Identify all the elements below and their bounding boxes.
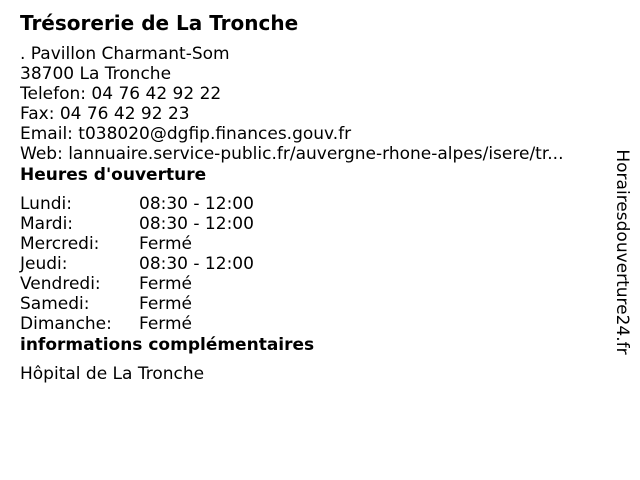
extra-info-heading: informations complémentaires xyxy=(20,335,315,355)
contact-block xyxy=(20,44,600,164)
hours-day: Lundi: xyxy=(20,194,72,214)
hours-row xyxy=(20,214,600,234)
phone-line: Telefon: 04 76 42 92 22 xyxy=(20,84,222,104)
extra-info-text: Hôpital de La Tronche xyxy=(20,364,205,384)
web-line xyxy=(20,144,595,164)
hours-row xyxy=(20,234,600,254)
hours-table xyxy=(20,194,600,334)
email-label: Email: xyxy=(20,124,79,144)
web-link[interactable]: lannuaire.service-public.fr/auvergne-rhone-alpes/isere/tr... xyxy=(68,144,564,164)
hours-time: Fermé xyxy=(139,274,193,294)
hours-row xyxy=(20,194,600,214)
hours-row xyxy=(20,274,600,294)
hours-time: Fermé xyxy=(139,314,193,334)
listing-card xyxy=(20,10,600,384)
fax-line: Fax: 04 76 42 92 23 xyxy=(20,104,190,124)
hours-row xyxy=(20,314,600,334)
hours-day: Vendredi: xyxy=(20,274,101,294)
hours-time: 08:30 - 12:00 xyxy=(139,254,254,274)
hours-day: Samedi: xyxy=(20,294,90,314)
hours-heading: Heures d'ouverture xyxy=(20,165,207,185)
hours-time: 08:30 - 12:00 xyxy=(139,194,254,214)
hours-day: Mercredi: xyxy=(20,234,100,254)
hours-row xyxy=(20,254,600,274)
hours-time: Fermé xyxy=(139,234,193,254)
hours-time: Fermé xyxy=(139,294,193,314)
email-link[interactable]: t038020@dgfip.finances.gouv.fr xyxy=(78,124,352,144)
email-line xyxy=(20,124,595,144)
hours-day: Dimanche: xyxy=(20,314,112,334)
hours-row xyxy=(20,294,600,314)
site-watermark: Horairesdouverture24.fr xyxy=(612,149,632,355)
hours-day: Jeudi: xyxy=(20,254,68,274)
address-city: 38700 La Tronche xyxy=(20,64,172,84)
hours-time: 08:30 - 12:00 xyxy=(139,214,254,234)
hours-day: Mardi: xyxy=(20,214,74,234)
page-title: Trésorerie de La Tronche xyxy=(20,11,299,35)
web-label: Web: xyxy=(20,144,69,164)
address-street: . Pavillon Charmant-Som xyxy=(20,44,230,64)
